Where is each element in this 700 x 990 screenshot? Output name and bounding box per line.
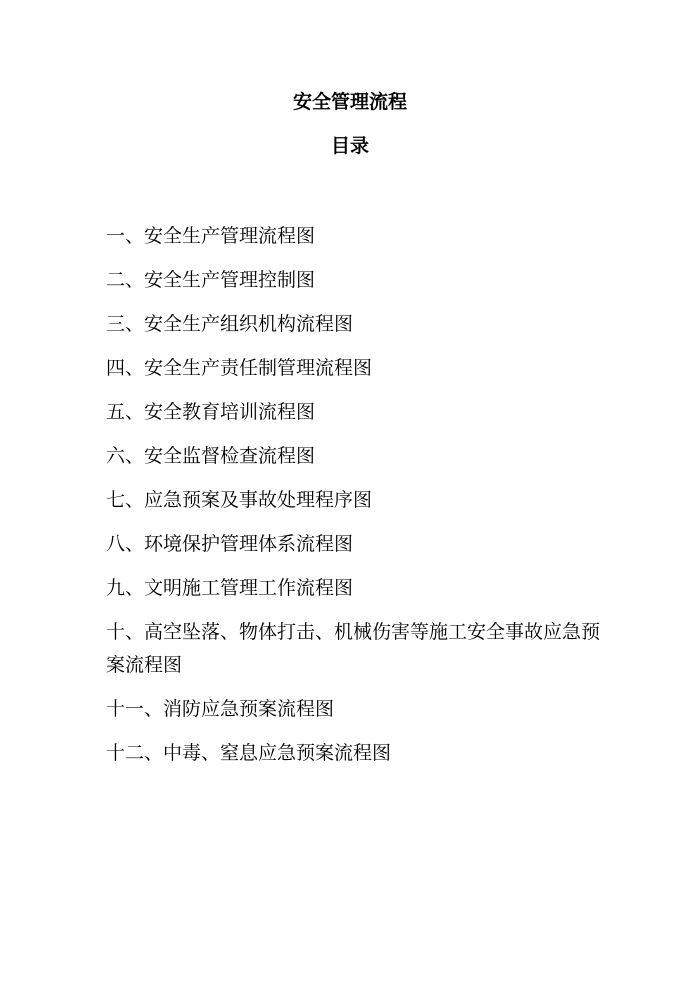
document-title: 安全管理流程 — [292, 91, 407, 113]
toc-item: 六、安全监督检查流程图 — [106, 445, 316, 467]
toc-item: 五、安全教育培训流程图 — [106, 401, 316, 423]
table-of-contents — [106, 220, 606, 781]
toc-item: 四、安全生产责任制管理流程图 — [106, 357, 373, 379]
toc-item: 八、环境保护管理体系流程图 — [106, 533, 354, 555]
toc-item: 三、安全生产组织机构流程图 — [106, 313, 354, 335]
toc-item: 十二、中毒、窒息应急预案流程图 — [106, 742, 392, 764]
toc-item: 十、高空坠落、物体打击、机械伤害等施工安全事故应急预案流程图 — [106, 621, 601, 676]
toc-item: 七、应急预案及事故处理程序图 — [106, 489, 373, 511]
toc-item: 二、安全生产管理控制图 — [106, 269, 316, 291]
table-of-contents-heading: 目录 — [330, 135, 369, 157]
toc-item: 九、文明施工管理工作流程图 — [106, 577, 354, 599]
toc-item: 十一、消防应急预案流程图 — [106, 698, 335, 720]
toc-item: 一、安全生产管理流程图 — [106, 225, 316, 247]
